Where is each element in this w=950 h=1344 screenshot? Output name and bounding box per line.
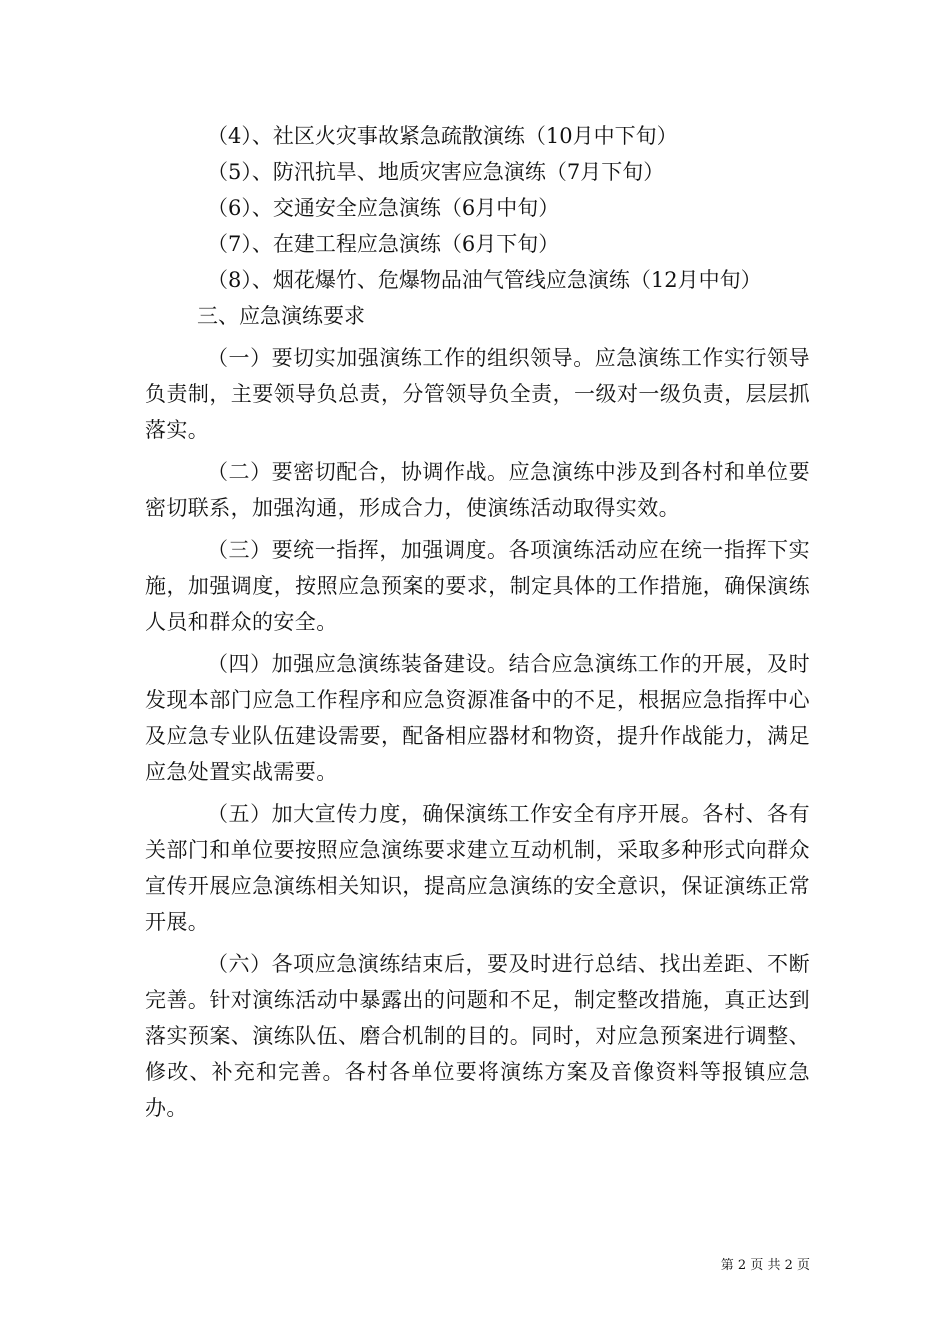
section-heading: 三、应急演练要求 [197,304,365,328]
requirement-paragraph: （六）各项应急演练结束后，要及时进行总结、找出差距、不断完善。针对演练活动中暴露出的问题和不足，制定整改措施，真正达到落实预案、演练队伍、磨合机制的目的。同时，对应急预案进行调整、修改、补充和完善。各村各单位要将演练方案及音像资料等报镇应急办。 [145,952,810,1120]
drill-item: （6）、交通安全应急演练（6月中旬） [207,196,560,220]
page-number-footer [721,1258,810,1274]
drill-item: （4）、社区火灾事故紧急疏散演练（10月中下旬） [207,124,678,148]
requirement-paragraph: （五）加大宣传力度，确保演练工作安全有序开展。各村、各有关部门和单位要按照应急演练要求建立互动机制，采取多种形式向群众宣传开展应急演练相关知识，提高应急演练的安全意识，保证演练正常开展。 [145,802,810,934]
requirement-paragraph: （二）要密切配合，协调作战。应急演练中涉及到各村和单位要密切联系，加强沟通，形成合力，使演练活动取得实效。 [145,460,810,520]
page-number-label: 第 2 页 共 2 页 [720,1258,810,1273]
drill-item: （8）、烟花爆竹、危爆物品油气管线应急演练（12月中旬） [207,268,762,292]
requirement-paragraph: （三）要统一指挥，加强调度。各项演练活动应在统一指挥下实施，加强调度，按照应急预案的要求，制定具体的工作措施，确保演练人员和群众的安全。 [145,538,810,634]
document-body [145,118,810,1126]
drill-item: （5）、防汛抗旱、地质灾害应急演练（7月下旬） [207,160,665,184]
requirement-paragraph: （四）加强应急演练装备建设。结合应急演练工作的开展，及时发现本部门应急工作程序和应急资源准备中的不足，根据应急指挥中心及应急专业队伍建设需要，配备相应器材和物资，提升作战能力，满足应急处置实战需要。 [145,652,810,784]
drill-item: （7）、在建工程应急演练（6月下旬） [207,232,560,256]
requirement-paragraph: （一）要切实加强演练工作的组织领导。应急演练工作实行领导负责制，主要领导负总责，分管领导负全责，一级对一级负责，层层抓落实。 [145,346,810,442]
